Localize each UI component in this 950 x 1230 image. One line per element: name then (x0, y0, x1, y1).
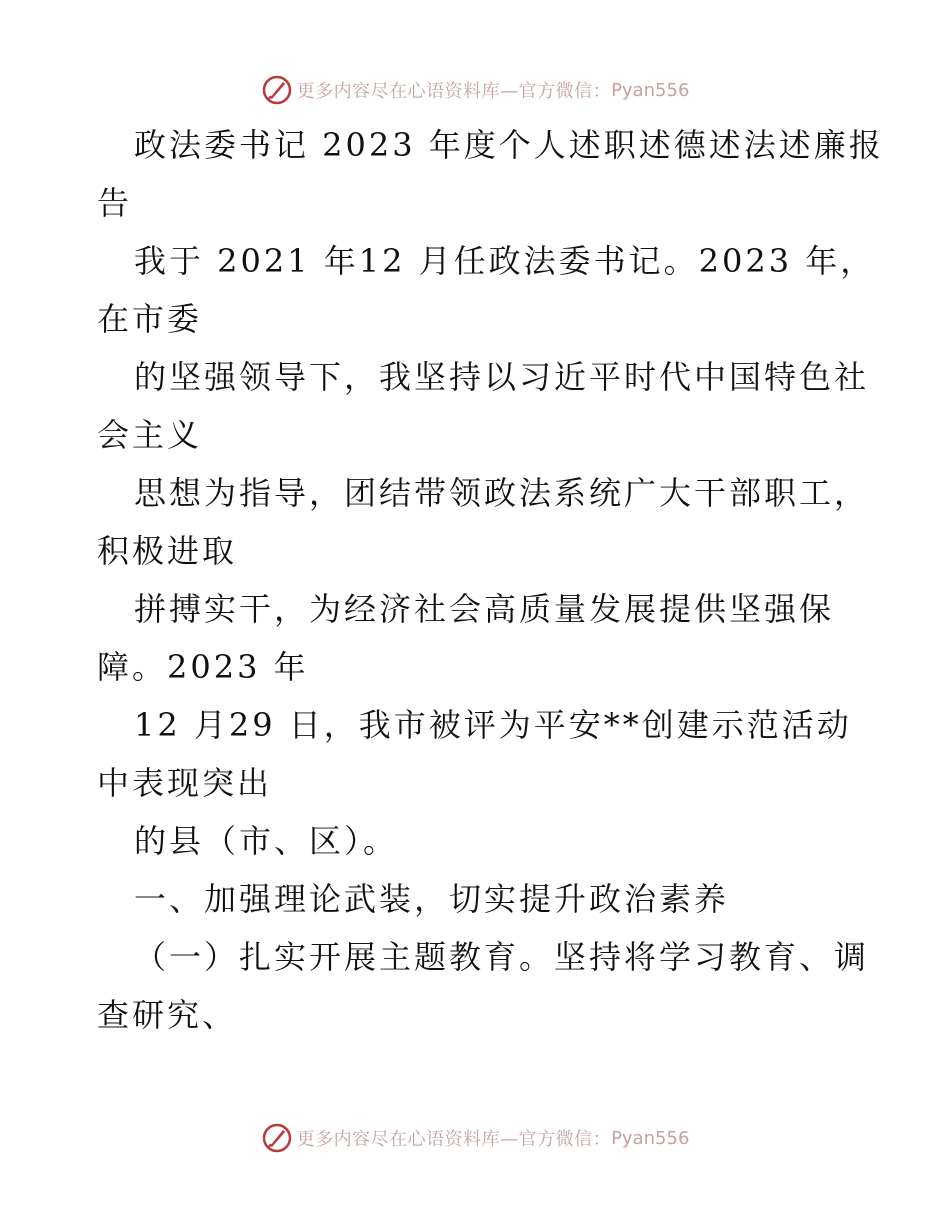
paragraph-line: 障。2023 年 (97, 648, 309, 686)
paragraph-line: 12 月29 日，我市被评为平安**创建示范活动 (134, 706, 852, 744)
quill-pen-logo-icon (261, 74, 293, 106)
paragraph-line: 在市委 (97, 300, 203, 338)
paragraph-line: 我于 2021 年12 月任政法委书记。2023 年， (134, 242, 876, 280)
watermark-text: 更多内容尽在心语资料库—官方微信： (296, 1129, 612, 1150)
paragraph-line: 的县（市、区）。 (134, 822, 399, 860)
subsection-line: 查研究、 (97, 996, 238, 1034)
watermark-account: Pyan556 (611, 79, 690, 101)
title-line-2: 告 (97, 184, 133, 222)
paragraph-line: 拼搏实干，为经济社会高质量发展提供坚强保 (134, 590, 835, 628)
subsection-line: （一）扎实开展主题教育。坚持将学习教育、调 (134, 938, 870, 976)
watermark-text: 更多内容尽在心语资料库—官方微信： (296, 81, 612, 102)
title-line-1: 政法委书记 2023 年度个人述职述德述法述廉报 (134, 126, 884, 164)
header-watermark (0, 70, 950, 110)
paragraph-line: 思想为指导，团结带领政法系统广大干部职工， (134, 474, 870, 512)
paragraph-line: 积极进取 (97, 532, 238, 570)
watermark-account: Pyan556 (611, 1127, 690, 1149)
section-heading: 一、加强理论武装，切实提升政治素养 (134, 880, 730, 918)
footer-watermark (0, 1118, 950, 1158)
paragraph-line: 中表现突出 (97, 764, 273, 802)
paragraph-line: 会主义 (97, 416, 203, 454)
paragraph-line: 的坚强领导下，我坚持以习近平时代中国特色社 (134, 358, 870, 396)
quill-pen-logo-icon (261, 1122, 293, 1154)
